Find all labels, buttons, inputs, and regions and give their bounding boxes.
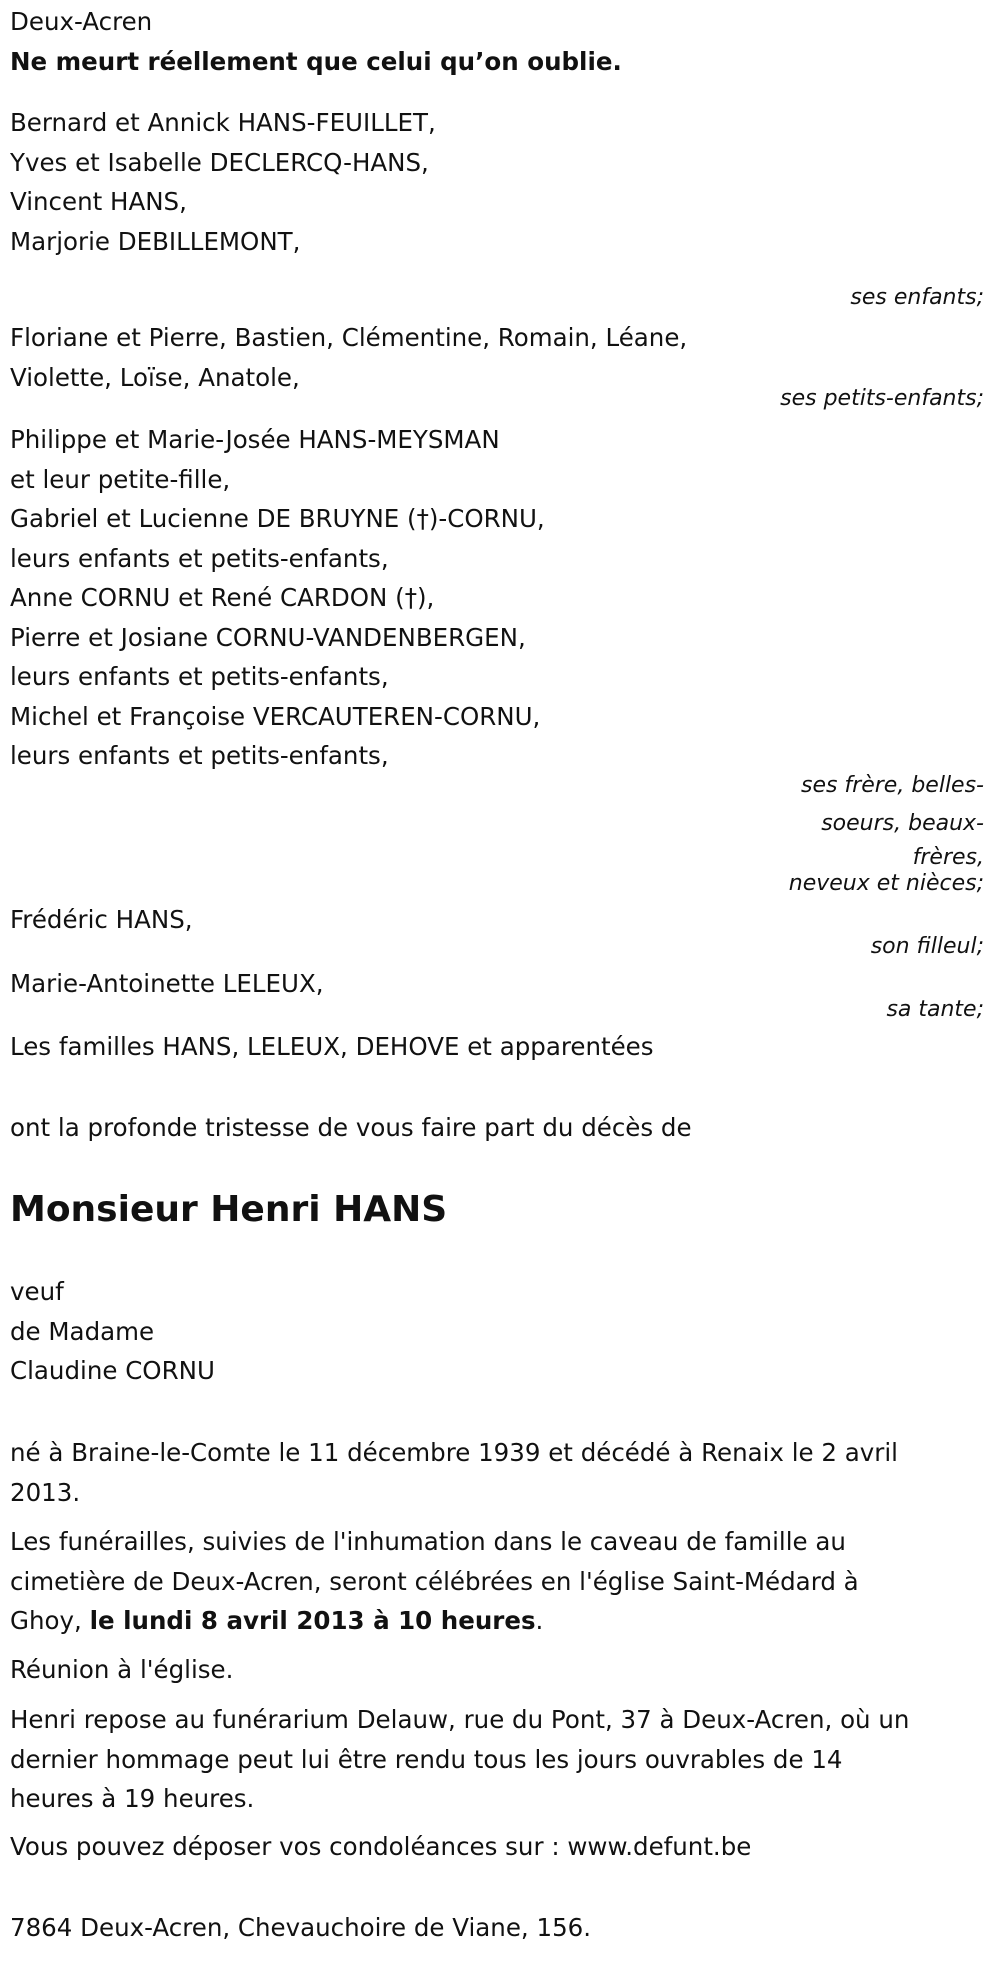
address-text: 7864 Deux-Acren, Chevauchoire de Viane, 156. [10, 1913, 592, 1942]
child-entry: Marjorie DEBILLEMONT, [10, 226, 301, 256]
funeral-line [10, 1601, 985, 1641]
aunt-role: sa tante; [886, 997, 984, 1022]
widower-line: de Madame [10, 1316, 155, 1346]
sibling-entry: et leur petite-fille, [10, 464, 231, 494]
announcement-text: ont la profonde tristesse de vous faire part du décès de [10, 1113, 692, 1142]
sibling-entry: leurs enfants et petits-enfants, [10, 662, 389, 691]
widower-line: veuf [10, 1277, 64, 1306]
rest-line: Henri repose au funérarium Delauw, rue du Pont, 37 à Deux-Acren, où un [10, 1705, 910, 1734]
funeral-paragraph [10, 1522, 985, 1641]
grandchildren-role: ses petits-enfants; [780, 386, 984, 411]
header [10, 2, 622, 81]
child-entry: Vincent HANS, [10, 187, 187, 216]
funeral-date: le lundi 8 avril 2013 à 10 heures [89, 1606, 536, 1635]
place-name: Deux-Acren [10, 7, 153, 36]
birth-death-line: 2013. [10, 1477, 81, 1507]
rest-paragraph [10, 1700, 985, 1819]
rest-line: heures à 19 heures. [10, 1784, 255, 1813]
families-text: Les familles HANS, LELEUX, DEHOVE et apparentées [10, 1032, 654, 1061]
sibling-entry: leurs enfants et petits-enfants, [10, 741, 389, 770]
meeting-text: Réunion à l'église. [10, 1655, 234, 1684]
grandchild-entry: Floriane et Pierre, Bastien, Clémentine, Romain, Léane, [10, 323, 688, 352]
siblings-list [10, 420, 545, 776]
sibling-entry: Pierre et Josiane CORNU-VANDENBERGEN, [10, 622, 526, 652]
siblings-role-line: neveux et nièces; [788, 871, 984, 896]
sibling-entry: Michel et Françoise VERCAUTEREN-CORNU, [10, 701, 541, 731]
condolences-text: Vous pouvez déposer vos condoléances sur : www.defunt.be [10, 1832, 752, 1861]
godson-role: son filleul; [870, 934, 984, 959]
child-entry: Yves et Isabelle DECLERCQ-HANS, [10, 147, 429, 177]
godson-name: Frédéric HANS, [10, 905, 193, 934]
siblings-role-line: soeurs, beaux- [821, 811, 984, 836]
sibling-entry: Anne CORNU et René CARDON (†), [10, 583, 435, 612]
birth-death-paragraph [10, 1433, 985, 1512]
widower-line: Claudine CORNU [10, 1356, 215, 1385]
families-line [10, 1027, 653, 1067]
widower-block [10, 1272, 215, 1391]
funeral-line-start: Ghoy, [10, 1606, 90, 1635]
sibling-entry: leurs enfants et petits-enfants, [10, 543, 389, 573]
siblings-role [789, 767, 984, 895]
address-paragraph [10, 1908, 985, 1948]
aunt-entry [10, 964, 324, 1004]
grandchild-entry: Violette, Loïse, Anatole, [10, 362, 300, 392]
birth-death-line: né à Braine-le-Comte le 11 décembre 1939 et décédé à Renaix le 2 avril [10, 1438, 898, 1467]
announcement-line [10, 1108, 692, 1148]
sibling-entry: Philippe et Marie-Josée HANS-MEYSMAN [10, 425, 500, 454]
child-entry: Bernard et Annick HANS-FEUILLET, [10, 108, 436, 137]
children-role: ses enfants; [850, 285, 984, 310]
condolences-paragraph [10, 1827, 985, 1867]
funeral-line-end: . [535, 1606, 544, 1635]
godson-entry [10, 900, 193, 940]
funeral-line: cimetière de Deux-Acren, seront célébrées en l'église Saint-Médard à [10, 1566, 859, 1596]
funeral-line: Les funérailles, suivies de l'inhumation dans le caveau de famille au [10, 1527, 846, 1556]
deceased-name: Monsieur Henri HANS [10, 1189, 448, 1230]
grandchildren-list [10, 318, 687, 397]
meeting-paragraph [10, 1650, 985, 1690]
aunt-name: Marie-Antoinette LELEUX, [10, 969, 324, 998]
rest-line: dernier hommage peut lui être rendu tous les jours ouvrables de 14 [10, 1744, 843, 1774]
motto: Ne meurt réellement que celui qu’on oublie. [10, 46, 622, 76]
siblings-role-line: ses frère, belles- [800, 773, 984, 798]
children-list [10, 103, 436, 261]
sibling-entry: Gabriel et Lucienne DE BRUYNE (†)-CORNU, [10, 504, 545, 533]
siblings-role-line: frères, [912, 845, 984, 870]
